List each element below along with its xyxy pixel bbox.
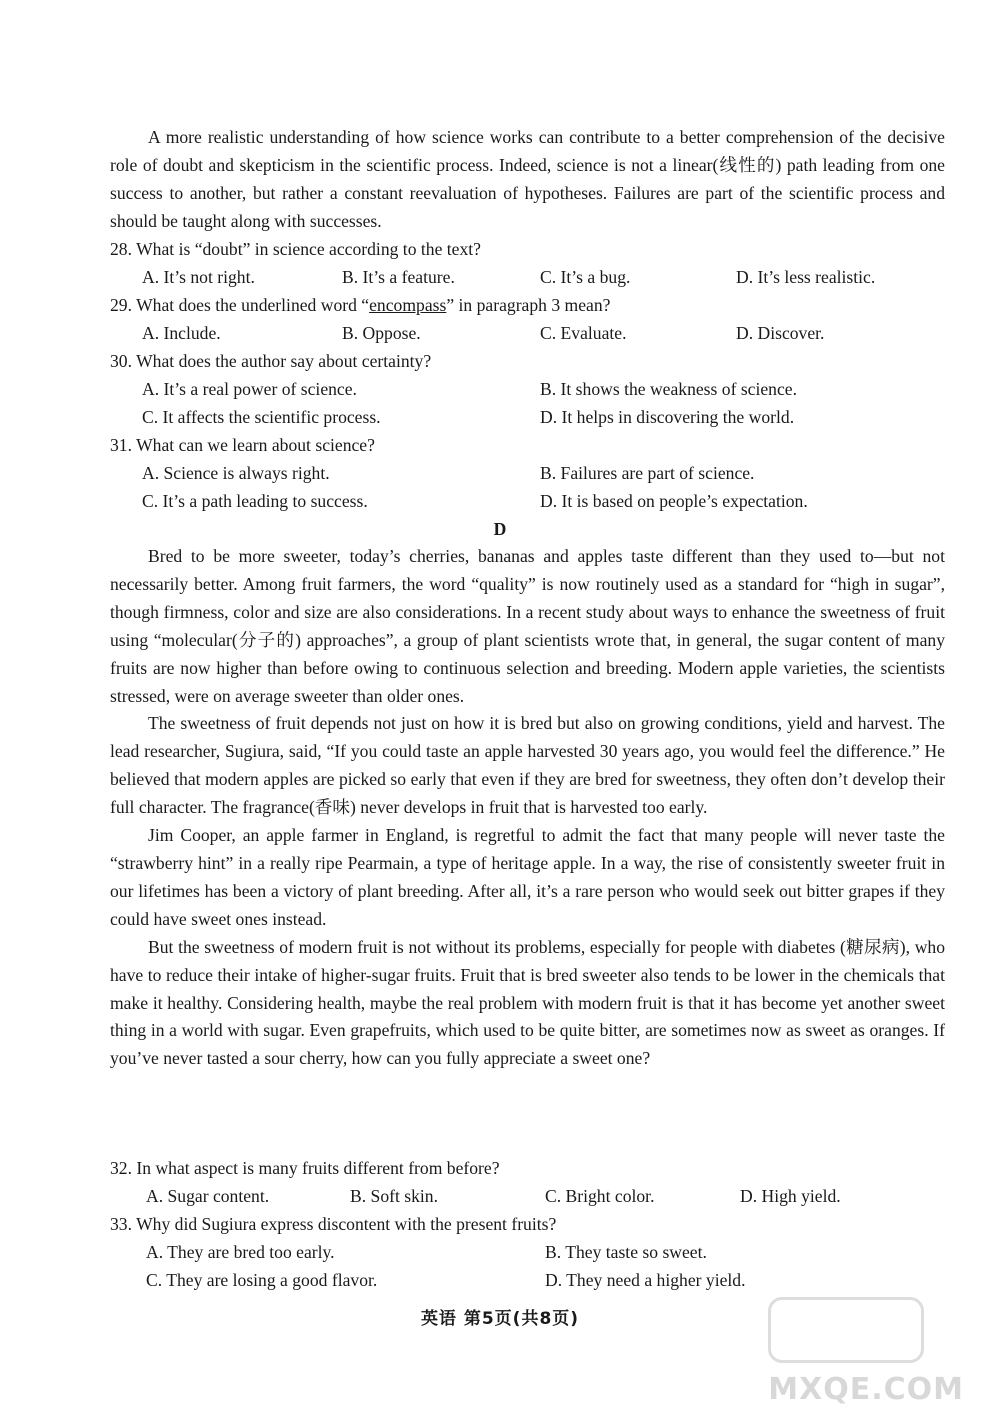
page-footer: 英语 第5页(共8页) xyxy=(420,1309,580,1329)
passage-c-ending xyxy=(110,124,945,236)
q29-stem-post: ” in paragraph 3 mean? xyxy=(446,295,611,315)
passage-d-paragraph-3: Jim Cooper, an apple farmer in England, is regretful to admit the fact that many people will never taste the “strawberry hint” in a really ripe Pearmain, a type of heritage apple. In a way, the rise of consistently sweeter fruit in our lifetimes has been a victory of plant breeding. After all, it’s a rare person who would seek out bitter grapes if they could have sweet ones instead. xyxy=(110,825,945,929)
q29-option-b: B. Oppose. xyxy=(342,323,421,343)
passage-d-paragraph-4: But the sweetness of modern fruit is not without its problems, especially for people with diabetes (糖尿病), who have to reduce their intake of higher-sugar fruits. Fruit that is bred sweeter also tends to be lower in the chemicals that make it healthy. Considering health, maybe the real problem with modern fruit is that it has become yet another sweet thing in a world with sugar. Even grapefruits, which used to be quite bitter, are sometimes now as sweet as oranges. If you’ve never tasted a sour cherry, how can you fully appreciate a sweet one? xyxy=(110,936,945,1069)
q31-option-b: B. Failures are part of science. xyxy=(540,463,755,483)
q33-option-c: C. They are losing a good flavor. xyxy=(146,1270,378,1290)
section-d-heading: D xyxy=(493,519,507,539)
watermark-seal-icon xyxy=(768,1297,924,1363)
question-31: 31. What can we learn about science? xyxy=(110,435,375,455)
q31-option-a: A. Science is always right. xyxy=(142,463,330,483)
question-28: 28. What is “doubt” in science according to the text? xyxy=(110,239,481,259)
q32-option-d: D. High yield. xyxy=(740,1186,841,1206)
q28-option-a: A. It’s not right. xyxy=(142,267,255,287)
q29-stem-pre: 29. What does the underlined word “ xyxy=(110,295,370,315)
passage-d xyxy=(110,543,945,1073)
watermark-text: MXQE.COM xyxy=(768,1372,964,1407)
q30-option-c: C. It affects the scientific process. xyxy=(142,407,381,427)
q28-option-d: D. It’s less realistic. xyxy=(736,267,876,287)
q31-option-c: C. It’s a path leading to success. xyxy=(142,491,368,511)
q28-option-b: B. It’s a feature. xyxy=(342,267,455,287)
q32-option-b: B. Soft skin. xyxy=(350,1186,438,1206)
question-29 xyxy=(110,292,610,320)
q29-option-a: A. Include. xyxy=(142,323,221,343)
passage-d-paragraph-2: The sweetness of fruit depends not just on how it is bred but also on growing conditions, yield and harvest. The lead researcher, Sugiura, said, “If you could taste an apple harvested 30 years ago, you would feel the difference.” He believed that modern apples are picked so early that even if they are bred for sweetness, they often don’t develop their full character. The fragrance(香味) never develops in fruit that is harvested too early. xyxy=(110,713,945,818)
q32-option-c: C. Bright color. xyxy=(545,1186,655,1206)
q29-option-d: D. Discover. xyxy=(736,323,825,343)
question-32: 32. In what aspect is many fruits different from before? xyxy=(110,1158,500,1178)
q29-underlined-word: encompass xyxy=(369,295,447,315)
q31-option-d: D. It is based on people’s expectation. xyxy=(540,491,808,511)
q32-option-a: A. Sugar content. xyxy=(146,1186,270,1206)
passage-d-paragraph-1: Bred to be more sweeter, today’s cherries, bananas and apples taste different than they used to—but not necessarily better. Among fruit farmers, the word “quality” is now routinely used as a standard for “high in sugar”, though firmness, color and size are also considerations. In a recent study about ways to enhance the sweetness of fruit using “molecular(分子的) approaches”, a group of plant scientists wrote that, in general, the sugar content of many fruits are now higher than before owing to continuous selection and breeding. Modern apple varieties, the scientists stressed, were on average sweeter than older ones. xyxy=(110,546,945,706)
q30-option-b: B. It shows the weakness of science. xyxy=(540,379,797,399)
passage-c-paragraph: A more realistic understanding of how science works can contribute to a better comprehension of the decisive role of doubt and skepticism in the scientific process. Indeed, science is not a linear(线性的) path leading from one success to another, but rather a constant reevaluation of hypotheses. Failures are part of the scientific process and should be taught along with successes. xyxy=(110,127,945,231)
q33-option-b: B. They taste so sweet. xyxy=(545,1242,707,1262)
question-30: 30. What does the author say about certainty? xyxy=(110,351,432,371)
q33-option-a: A. They are bred too early. xyxy=(146,1242,335,1262)
q33-option-d: D. They need a higher yield. xyxy=(545,1270,746,1290)
question-33: 33. Why did Sugiura express discontent with the present fruits? xyxy=(110,1214,557,1234)
q28-option-c: C. It’s a bug. xyxy=(540,267,631,287)
q30-option-a: A. It’s a real power of science. xyxy=(142,379,357,399)
q30-option-d: D. It helps in discovering the world. xyxy=(540,407,795,427)
watermark-logo xyxy=(764,1297,964,1407)
q29-option-c: C. Evaluate. xyxy=(540,323,627,343)
